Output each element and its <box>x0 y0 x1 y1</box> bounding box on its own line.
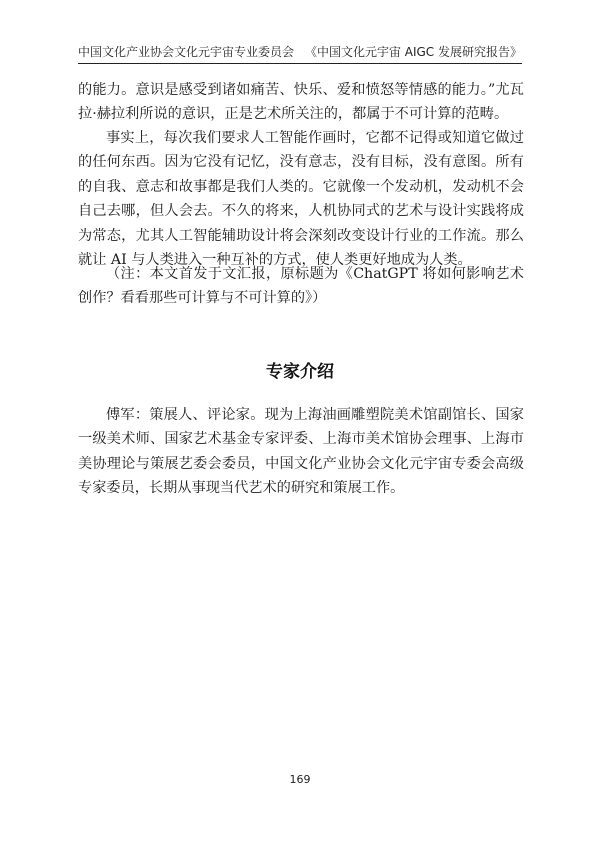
paragraph-note <box>78 262 524 311</box>
header-report-title: 《中国文化元宇宙 AIGC 发展研究报告》 <box>304 45 522 59</box>
expert-bio <box>78 403 524 501</box>
page-header <box>78 38 522 64</box>
note-text: （注：本文首发于文汇报，原标题为《ChatGPT 将如何影响艺术创作？看看那些可计算与不可计算的》） <box>78 266 524 307</box>
paragraph-text: 的能力。意识是感受到诸如痛苦、快乐、爱和愤怒等情感的能力。”尤瓦拉·赫拉利所说的意识，正是艺术所关注的，都属于不可计算的范畴。 <box>78 82 524 123</box>
bio-text: 傅军：策展人、评论家。现为上海油画雕塑院美术馆副馆长、国家一级美术师、国家艺术基金专家评委、上海市美术馆协会理事、上海市美协理论与策展艺委会委员，中国文化产业协会文化元宇宙专委会高级专家委员，长期从事现当代艺术的研究和策展工作。 <box>78 407 524 497</box>
section-title: 专家介绍 <box>266 362 334 382</box>
page-number: 169 <box>289 773 311 786</box>
paragraph-continued <box>78 78 524 127</box>
paragraph-text: 事实上，每次我们要求人工智能作画时，它都不记得或知道它做过的任何东西。因为它没有记忆，没有意志，没有目标，没有意图。所有的自我、意志和故事都是我们人类的。它就像一个发动机，发动机不会自己去哪，但人会去。不久的将来，人机协同式的艺术与设计实践将成为常态，尤其人工智能辅助设计将会深刻改变设计行业的工作流。那么就让 AI 与人类进入一种互补的方式，使人类更好地成为人类。 <box>78 130 524 269</box>
paragraph-main <box>78 126 524 272</box>
header-organization: 中国文化产业协会文化元宇宙专业委员会 <box>78 45 295 59</box>
